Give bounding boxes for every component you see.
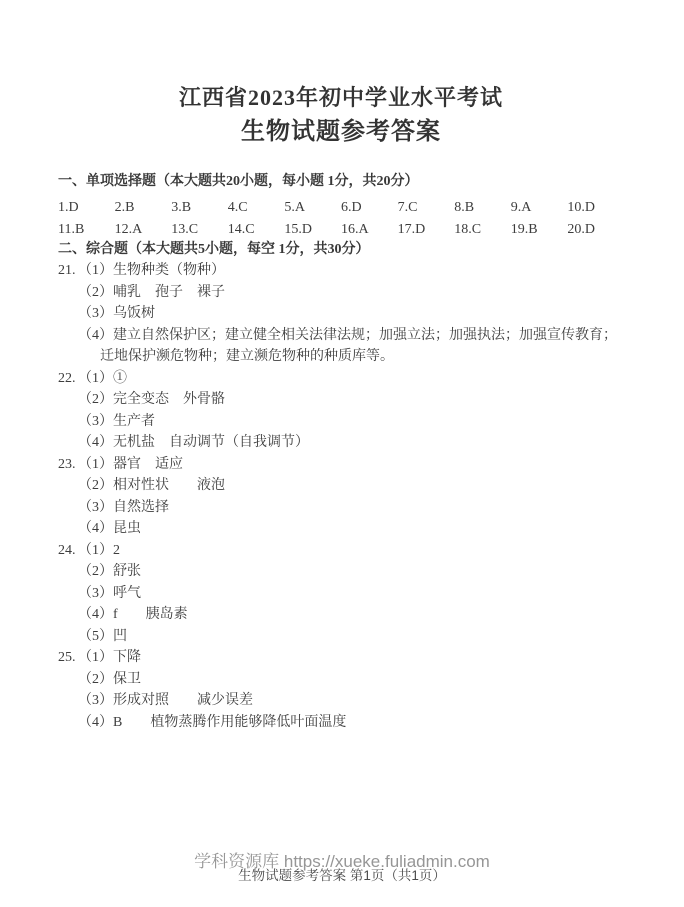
answer-cell: 2.B	[114, 200, 135, 215]
answer-cell: 1.D	[58, 200, 79, 215]
answer-line: （4）B 植物蒸腾作用能够降低叶面温度	[78, 714, 347, 730]
answer-line: （4）f 胰岛素	[78, 607, 188, 622]
document-body	[58, 84, 624, 733]
answer-line: （2）保卫	[78, 671, 141, 687]
question-block-23	[58, 454, 624, 540]
answer-cell: 16.A	[340, 221, 369, 237]
answer-cell: 3.B	[171, 200, 192, 215]
answer-cell: 9.A	[510, 200, 532, 215]
answer-line: （1）2	[78, 542, 120, 558]
answer-line: （5）凹	[78, 628, 127, 644]
document-title: 江西省2023年初中学业水平考试	[178, 85, 503, 110]
answer-cell: 18.C	[454, 221, 482, 237]
page-footer: 生物试题参考答案 第1页（共1页）	[238, 868, 446, 883]
answer-cell: 12.A	[114, 221, 143, 237]
section-1-heading: 一、单项选择题（本大题共20小题，每小题 1分，共20分）	[58, 174, 419, 189]
answer-line: （4）昆虫	[78, 521, 141, 536]
answer-line: （2）完全变态 外骨骼	[78, 392, 225, 407]
question-block-25	[58, 647, 624, 733]
answer-cell: 17.D	[397, 221, 426, 237]
answer-cell: 5.A	[284, 200, 306, 215]
multiple-choice-answer-grid	[58, 197, 624, 240]
answer-cell: 19.B	[510, 221, 538, 237]
answer-line: （1）生物种类（物种）	[78, 263, 225, 278]
answer-cell: 7.C	[397, 200, 418, 215]
answer-line: （3）形成对照 减少误差	[78, 693, 253, 708]
question-block-22	[58, 368, 624, 454]
answer-cell: 6.D	[340, 200, 362, 215]
answer-line: （3）自然选择	[78, 499, 169, 515]
question-number: 21.	[58, 263, 76, 278]
answer-line: （1）器官 适应	[78, 456, 183, 472]
answer-cell: 11.B	[58, 221, 85, 237]
answer-line: （3）生产者	[78, 413, 155, 429]
answer-line: （2）哺乳 孢子 裸子	[78, 284, 225, 300]
answer-line: （2）舒张	[78, 564, 141, 579]
question-number: 23.	[58, 456, 76, 472]
answer-cell: 13.C	[171, 221, 199, 237]
question-block-24	[58, 540, 624, 648]
answer-cell: 8.B	[454, 200, 475, 215]
answer-cell: 4.C	[227, 200, 248, 215]
answer-line: （4）无机盐 自动调节（自我调节）	[78, 435, 309, 450]
answer-cell: 20.D	[567, 221, 596, 237]
question-block-21	[58, 260, 624, 368]
question-number: 22.	[58, 370, 76, 386]
answer-line: （4）建立自然保护区；建立健全相关法律法规；加强立法；加强执法；加强宣传教育；迁地保护濒危物种；建立濒危物种的种质库等。	[78, 327, 617, 364]
answer-line: （3）乌饭树	[78, 306, 155, 321]
document-subtitle: 生物试题参考答案	[241, 119, 441, 145]
question-number: 25.	[58, 650, 76, 665]
answer-line: （3）呼气	[78, 585, 141, 601]
section-2-heading: 二、综合题（本大题共5小题，每空 1分，共30分）	[58, 242, 370, 257]
answer-line: （2）相对性状 液泡	[78, 478, 225, 493]
watermark-text: 学科资源库 https://xueke.fuliadmin.com	[194, 852, 490, 871]
answer-line: （1）①	[78, 370, 127, 386]
answer-cell: 10.D	[567, 200, 596, 215]
answer-cell: 14.C	[227, 221, 255, 237]
answer-line: （1）下降	[78, 650, 141, 665]
answer-cell: 15.D	[284, 221, 313, 237]
question-number: 24.	[58, 542, 76, 558]
